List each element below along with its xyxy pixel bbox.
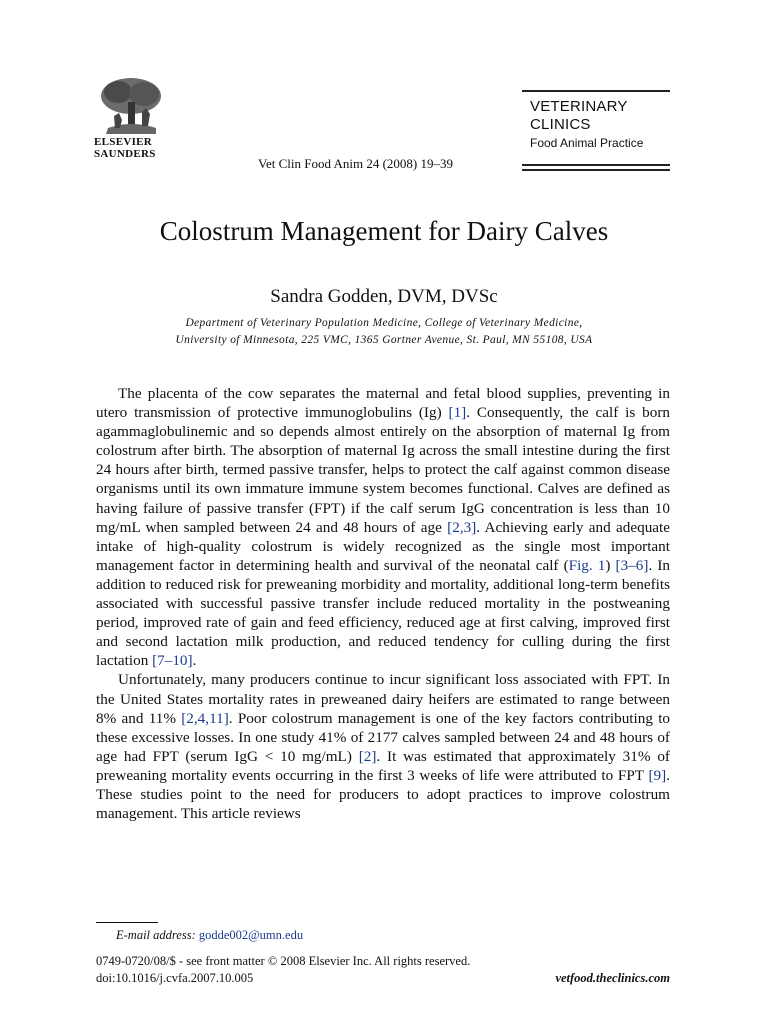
paragraph-1 [96, 384, 670, 670]
author-affiliation [84, 315, 684, 349]
text-run: . Achieving early and adequate intake of high-quality colostrum is widely recognized as the single most important management factor in determining health and survival of the neonatal calf ( [96, 518, 670, 574]
journal-subtitle: Food Animal Practice [530, 136, 644, 150]
text-run: . In addition to reduced risk for preweaning morbidity and mortality, additional long-term benefits associated with successful passive transfer include reduced mortality in the postweaning period, improved rate of gain and feed efficiency, reduced age at first calving, improved first and second lactation milk production, and reduced tendency for culling during the first lactation [96, 556, 670, 670]
email-label: E-mail address: [116, 928, 199, 942]
article-body [96, 384, 670, 823]
citation-link[interactable]: [3–6] [615, 556, 649, 574]
publisher-name: ELSEVIER [94, 136, 153, 148]
text-run: The placenta of the cow separates the maternal and fetal blood supplies, preventing in utero transmission of protective immunoglobulins (Ig) [96, 385, 670, 422]
masthead-bottom-rule-2 [522, 169, 670, 171]
affiliation-line2: University of Minnesota, 225 VMC, 1365 Gortner Avenue, St. Paul, MN 55108, USA [175, 334, 593, 346]
footnote-rule [96, 922, 158, 923]
citation-link[interactable]: [2,4,11] [181, 709, 229, 727]
publisher-imprint: SAUNDERS [94, 148, 156, 160]
journal-citation: Vet Clin Food Anim 24 (2008) 19–39 [258, 156, 454, 171]
citation-link[interactable]: [2] [358, 747, 377, 765]
journal-name-line2: CLINICS [530, 116, 591, 133]
text-run: . These studies point to the need for producers to adopt practices to improve colostrum management. This article reviews [96, 766, 670, 823]
citation-link[interactable]: [7–10] [152, 652, 193, 670]
text-run: . [192, 652, 197, 670]
article-title: Colostrum Management for Dairy Calves [159, 216, 609, 246]
publisher-logo [94, 76, 176, 166]
text-run: Unfortunately, many producers continue to incur significant loss associated with FPT. In the United States mortality rates in preweaned dairy heifers are estimated to range between 8% and 11% [96, 671, 670, 727]
email-link[interactable]: godde002@umn.edu [198, 928, 304, 942]
text-run: . It was estimated that approximately 31% of preweaning mortality events occurring in the first 3 weeks of life were attributed to FPT [96, 747, 670, 784]
journal-name [530, 98, 628, 134]
paragraph-2 [96, 670, 670, 823]
masthead-bottom-rule [522, 164, 670, 166]
figure-link[interactable]: Fig. 1 [568, 556, 606, 574]
journal-name-line1: VETERINARY [530, 98, 628, 115]
elsevier-tree-icon [98, 76, 164, 134]
masthead-top-rule [522, 90, 670, 92]
journal-website-link[interactable]: vetfood.theclinics.com [555, 971, 670, 985]
text-run: . Poor colostrum management is one of the key factors contributing to these excessive losses. In one study 41% of 2177 calves sampled between 24 and 48 hours of age had FPT (serum IgG < 10 mg/mL) [96, 709, 671, 765]
issn-copyright: 0749-0720/08/$ - see front matter © 2008 Elsevier Inc. All rights reserved. [96, 954, 471, 968]
journal-masthead [522, 90, 670, 174]
text-run: ) [605, 556, 616, 574]
citation-link[interactable]: [2,3] [447, 518, 477, 536]
doi: doi:10.1016/j.cvfa.2007.10.005 [96, 971, 254, 985]
affiliation-line1: Department of Veterinary Population Medicine, College of Veterinary Medicine, [185, 317, 583, 329]
citation-link[interactable]: [9] [648, 766, 667, 784]
author-email-footnote [116, 928, 303, 943]
text-run: . Consequently, the calf is born agammaglobulinemic and so depends almost entirely on the absorption of maternal Ig from colostrum after birth. The absorption of maternal Ig across the small intestine during the first 24 hours after birth, termed passive transfer, helps to protect the calf against common disease organisms until its own immature immune system becomes functional. Calves are defined as having failure of passive transfer (FPT) if the calf serum IgG concentration is less than 10 mg/mL when sampled between 24 and 48 hours of age [96, 404, 670, 536]
citation-link[interactable]: [1] [448, 404, 467, 422]
article-author: Sandra Godden, DVM, DVSc [270, 286, 498, 307]
